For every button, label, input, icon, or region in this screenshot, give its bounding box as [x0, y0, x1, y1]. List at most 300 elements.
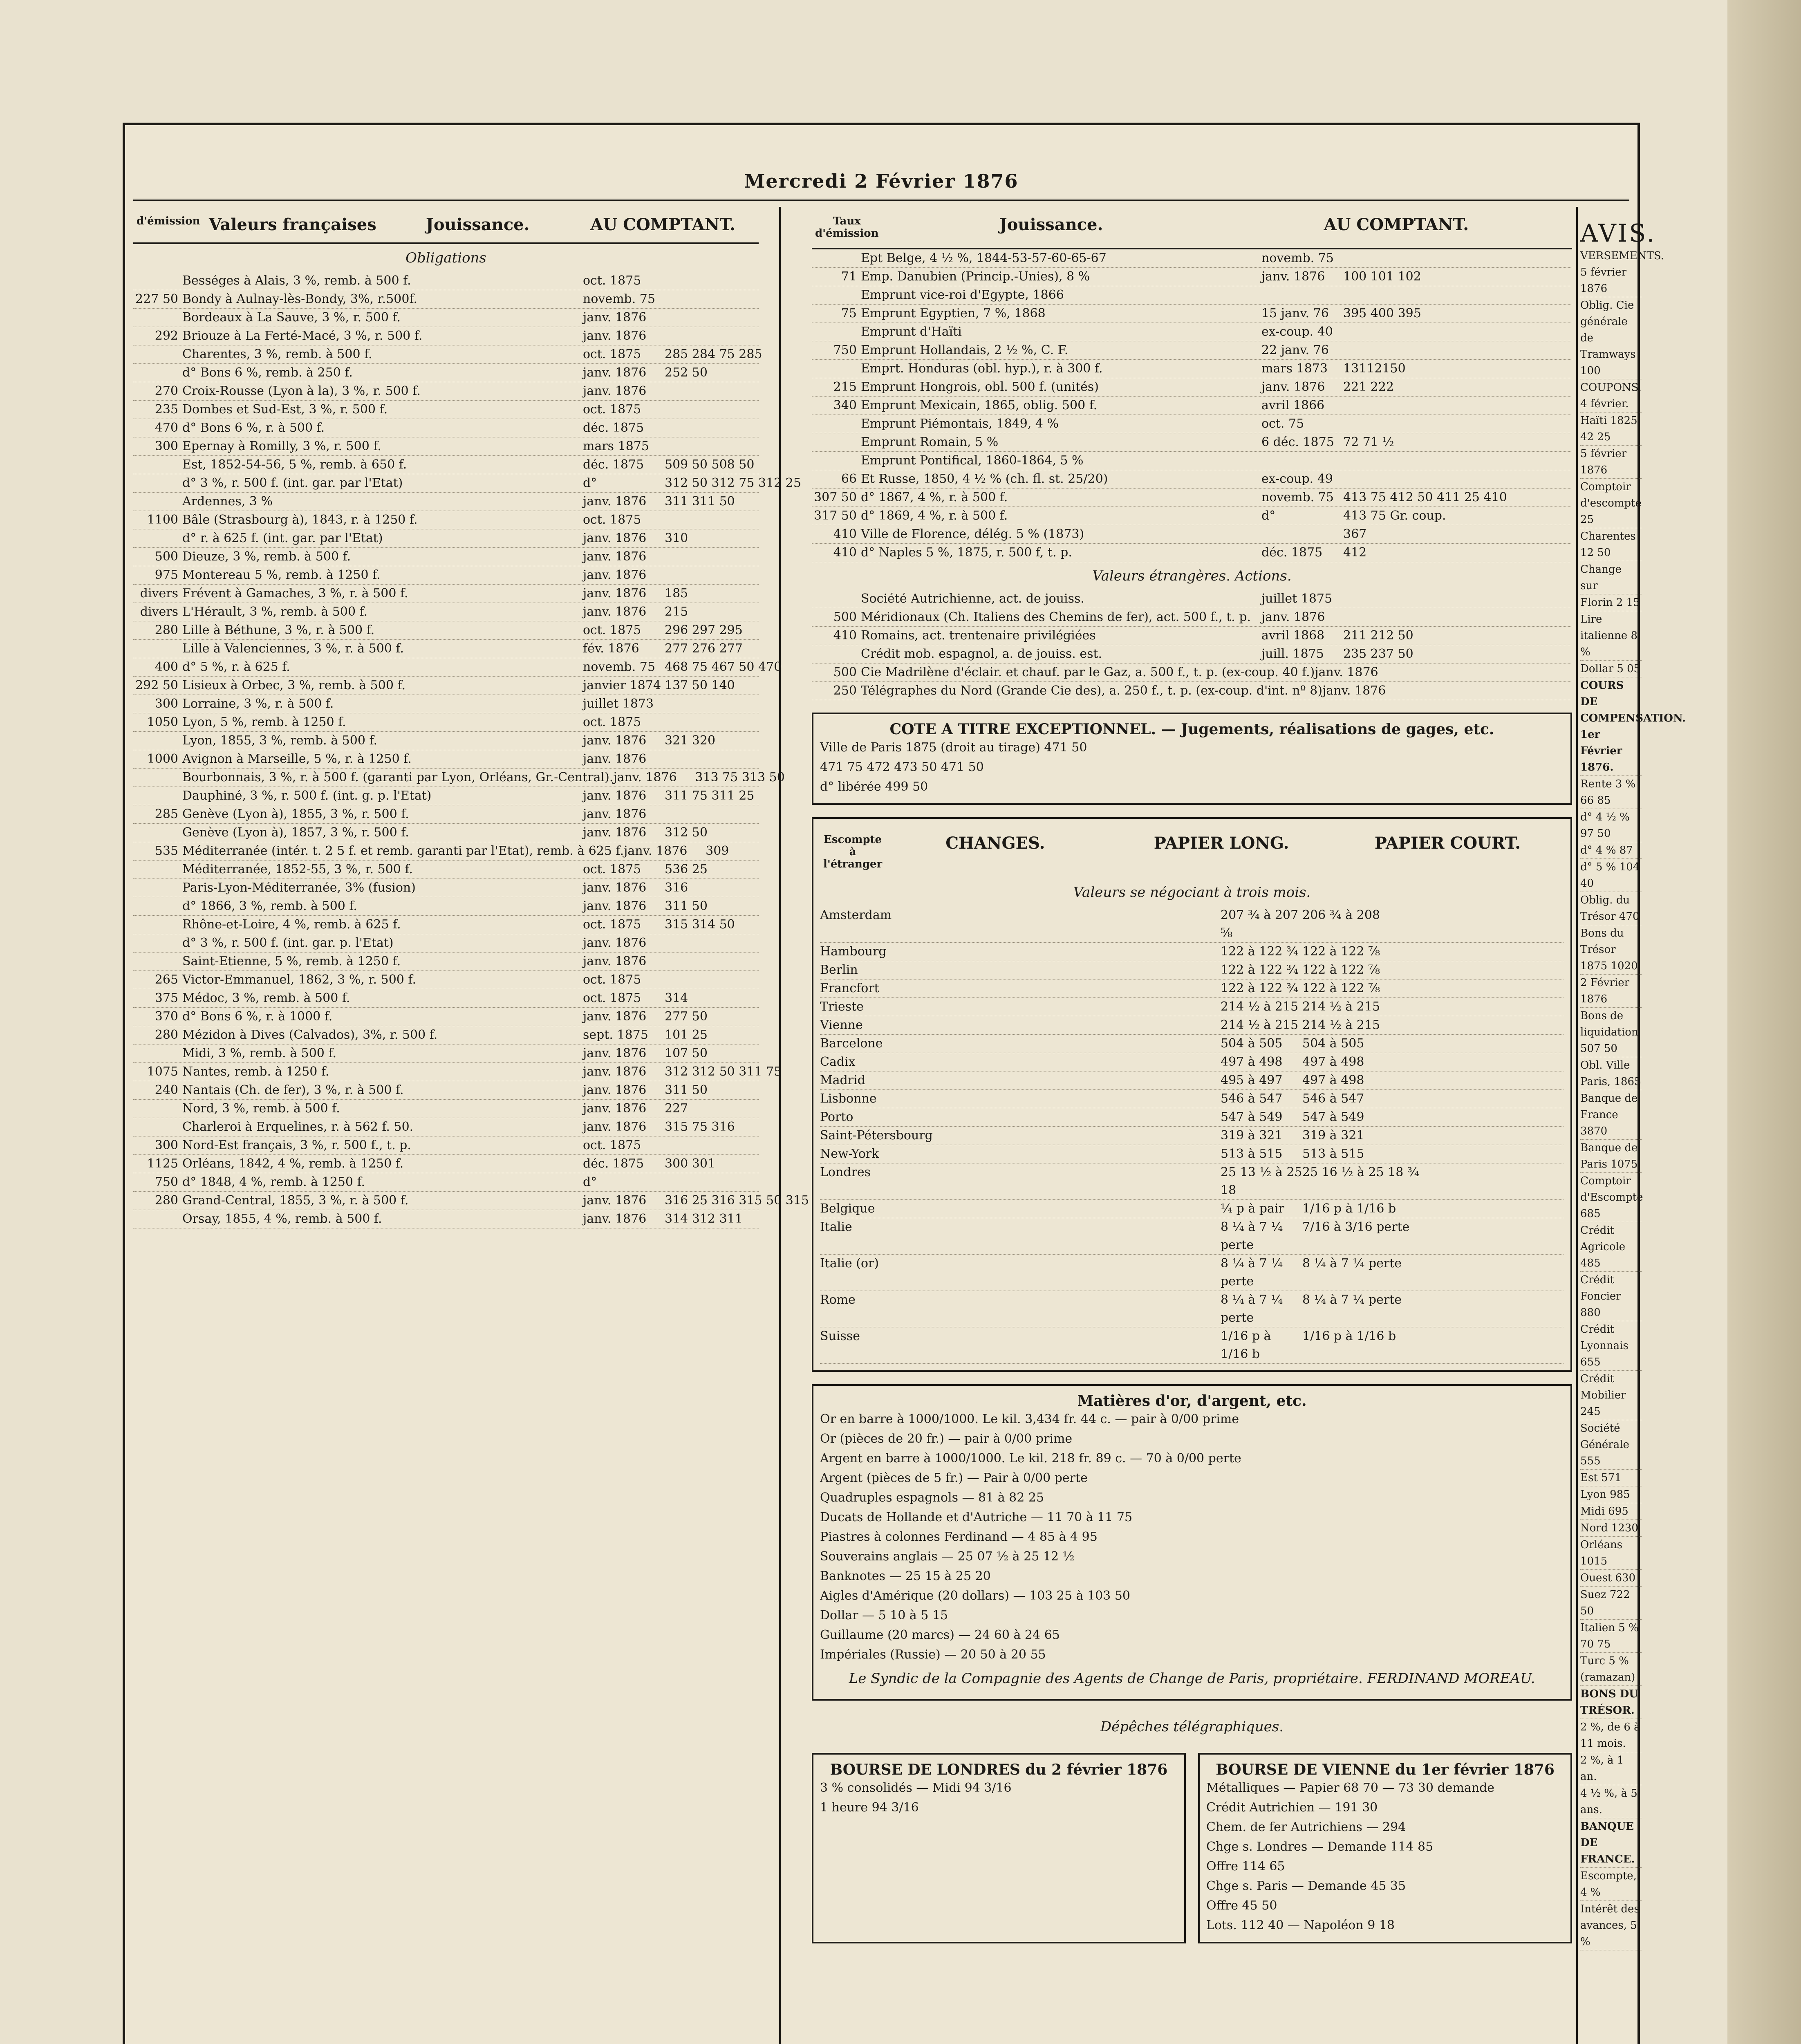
row-jouissance: janv. 1876 — [583, 586, 647, 601]
row-jouissance — [1261, 452, 1343, 470]
row-amount — [812, 286, 861, 304]
change-row — [820, 1071, 1564, 1090]
table-row — [133, 824, 759, 842]
avis-item — [1580, 297, 1642, 379]
row-security: Méridionaux (Ch. Italiens des Chemins de fer), act. 500 f., t. p. — [861, 610, 1251, 624]
table-row — [133, 989, 759, 1008]
side-label: Comptoir d'Escompte — [1580, 1175, 1643, 1204]
row-cours — [665, 309, 759, 327]
row-jouissance — [1261, 525, 1343, 543]
row-cours: 312 50 — [665, 825, 708, 840]
change-place: Porto — [820, 1110, 853, 1124]
row-amount — [812, 433, 861, 451]
bourses-row — [812, 1741, 1572, 1956]
banque-line: Intérêt des avances, 5 % — [1580, 1901, 1642, 1950]
vienne-title: BOURSE DE VIENNE du 1er février 1876 — [1216, 1761, 1555, 1778]
row-security: Nord, 3 %, remb. à 500 f. — [182, 1101, 340, 1116]
table-row — [812, 360, 1572, 378]
table-row — [812, 397, 1572, 415]
row-jouissance: janv. 1876 — [583, 954, 647, 968]
bons-tresor-list — [1580, 1719, 1642, 1818]
change-court: 214 ½ à 215 — [1302, 1000, 1380, 1014]
table-row — [133, 401, 759, 419]
table-row — [133, 1026, 759, 1044]
row-cours: 310 — [665, 531, 688, 545]
row-security: Emprt. Honduras (obl. hyp.), r. à 300 f. — [861, 361, 1103, 376]
row-jouissance: sept. 1875 — [583, 1028, 648, 1042]
row-jouissance: juill. 1875 — [1261, 647, 1324, 661]
avis-item — [1580, 661, 1642, 677]
table-row — [812, 305, 1572, 323]
change-place: Cadix — [820, 1055, 856, 1069]
row-jouissance: janv. 1876 — [583, 881, 647, 895]
bons-line: 2 %, à 1 an. — [1580, 1752, 1642, 1785]
row-cours: 252 50 — [665, 365, 708, 380]
header-comptant: AU COMPTANT. — [590, 215, 735, 234]
change-long: 8 ¼ à 7 ¼ perte — [1221, 1256, 1283, 1289]
side-value: 1075 — [1611, 1158, 1638, 1170]
row-cours: 311 311 50 — [665, 494, 735, 509]
row-cours: 313 75 313 50 — [695, 770, 785, 784]
cote-line: d° libérée 499 50 — [820, 780, 928, 794]
row-security: Lille à Béthune, 3 %, r. à 500 f. — [182, 623, 375, 637]
banque-france-list — [1580, 1868, 1642, 1950]
change-place: Belgique — [820, 1201, 875, 1216]
avis-list — [1580, 297, 1642, 677]
row-security: d° Bons 6 %, r. à 1000 f. — [182, 1009, 333, 1024]
change-place: Madrid — [820, 1073, 865, 1087]
row-cours: 101 25 — [665, 1028, 708, 1042]
row-cours — [665, 713, 759, 731]
change-long: 319 à 321 — [1221, 1128, 1283, 1143]
row-jouissance: novemb. 75 — [583, 292, 655, 306]
row-security: Epernay à Romilly, 3 %, r. 500 f. — [182, 439, 381, 453]
change-court: 122 à 122 ⅞ — [1302, 944, 1380, 959]
row-security: Emprunt Pontifical, 1860-1864, 5 % — [861, 453, 1084, 468]
table-row — [812, 378, 1572, 397]
row-security: Midi, 3 %, remb. à 500 f. — [182, 1046, 336, 1060]
table-row — [133, 456, 759, 474]
row-jouissance: mars 1875 — [583, 439, 649, 453]
change-court: 25 16 ½ à 25 18 ¾ — [1302, 1165, 1419, 1179]
row-jouissance: janv. 1876 — [583, 1046, 647, 1060]
row-security: Bességes à Alais, 3 %, remb. à 500 f. — [182, 273, 411, 288]
row-jouissance: oct. 1875 — [583, 402, 641, 417]
table-row — [133, 1008, 759, 1026]
change-long: 547 à 549 — [1221, 1110, 1283, 1124]
compensation-item — [1580, 776, 1642, 809]
matiere-line: Impériales (Russie) — 20 50 à 20 55 — [820, 1647, 1046, 1662]
row-amount — [133, 897, 182, 915]
avis-title: AVIS. — [1580, 219, 1656, 248]
row-jouissance: oct. 1875 — [583, 623, 641, 637]
matiere-line: Ducats de Hollande et d'Autriche — 11 70 à 11 75 — [820, 1510, 1133, 1524]
bons-tresor-title: BONS DU TRÉSOR. — [1580, 1686, 1642, 1719]
vienne-line: Métalliques — Papier 68 70 — 73 30 demande — [1206, 1781, 1495, 1795]
row-security: Emprunt Hongrois, obl. 500 f. (unités) — [861, 380, 1099, 394]
row-security: d° 3 %, r. 500 f. (int. gar. p. l'Etat) — [182, 936, 394, 950]
side-value: 695 — [1608, 1505, 1629, 1517]
change-long: 207 ¾ à 207 ⅝ — [1221, 908, 1299, 940]
row-cours: 211 212 50 — [1343, 628, 1413, 643]
side-label: Charentes — [1580, 530, 1636, 542]
londres-title: BOURSE DE LONDRES du 2 février 1876 — [830, 1761, 1168, 1778]
row-cours: 311 50 — [665, 1083, 708, 1097]
compensation-item — [1580, 1653, 1642, 1686]
cote-exceptionnel-box — [812, 713, 1572, 805]
header-jouissance: Jouissance. — [999, 215, 1103, 234]
row-cours: 100 101 102 — [1343, 269, 1421, 284]
row-jouissance: janv. 1876 — [583, 1065, 647, 1079]
changes-table — [820, 906, 1564, 1364]
change-long: 122 à 122 ¾ — [1221, 981, 1299, 995]
row-amount: 410 — [833, 545, 857, 560]
side-label: Crédit Foncier — [1580, 1274, 1621, 1302]
table-row — [812, 452, 1572, 470]
column-valeurs-francaises — [133, 207, 809, 2044]
row-cours — [665, 437, 759, 455]
compensation-item — [1580, 892, 1642, 925]
change-row — [820, 1016, 1564, 1035]
row-cours: 227 — [665, 1101, 688, 1116]
row-amount — [133, 934, 182, 952]
row-jouissance: janv. 1876 — [583, 1212, 647, 1226]
table-row — [133, 290, 759, 309]
row-amount — [133, 640, 182, 658]
table-row — [133, 621, 759, 640]
table-row — [133, 1081, 759, 1100]
cote-line: 471 75 472 473 50 471 50 — [820, 760, 984, 774]
change-long: 497 à 498 — [1221, 1055, 1283, 1069]
table-row — [133, 861, 759, 879]
table-row — [133, 805, 759, 824]
compensation-item — [1580, 925, 1642, 975]
change-row — [820, 1255, 1564, 1291]
row-jouissance: novemb. 75 — [1261, 490, 1334, 504]
row-security: Méditerranée, 1852-55, 3 %, r. 500 f. — [182, 862, 413, 876]
row-jouissance: oct. 1875 — [583, 1138, 641, 1152]
row-jouissance: janv. 1876 — [583, 752, 647, 766]
side-value: 8 % — [1580, 630, 1637, 658]
side-value: 42 25 — [1580, 431, 1611, 443]
row-cours — [665, 971, 759, 989]
row-security: d° 1867, 4 %, r. à 500 f. — [861, 490, 1008, 504]
change-court: 7/16 à 3/16 perte — [1302, 1220, 1410, 1234]
row-cours — [665, 382, 759, 400]
row-amount: 280 — [155, 1028, 178, 1042]
row-cours: 215 — [665, 605, 688, 619]
matiere-line: Or (pièces de 20 fr.) — pair à 0/00 prime — [820, 1432, 1073, 1446]
row-amount: 1100 — [147, 513, 178, 527]
row-jouissance: janv. 1876 — [583, 825, 647, 840]
section-foreign-actions: Valeurs étrangères. Actions. — [1092, 568, 1292, 584]
table-row — [133, 493, 759, 511]
row-amount: 500 — [833, 665, 857, 679]
row-security: Est, 1852-54-56, 5 %, remb. à 650 f. — [182, 457, 407, 472]
row-jouissance: janv. 1876 — [583, 1009, 647, 1024]
row-security: Société Autrichienne, act. de jouiss. — [861, 592, 1084, 606]
avis-item — [1580, 561, 1642, 594]
change-row — [820, 1053, 1564, 1071]
row-amount: 500 — [833, 610, 857, 624]
column-header — [133, 207, 759, 244]
change-place: Berlin — [820, 963, 858, 977]
row-cours: 296 297 295 — [665, 623, 743, 637]
row-security: Ardennes, 3 % — [182, 494, 273, 509]
compensation-item — [1580, 1420, 1642, 1470]
matiere-line: Argent en barre à 1000/1000. Le kil. 218 fr. 89 c. — 70 à 0/00 perte — [820, 1451, 1241, 1466]
table-row — [133, 769, 785, 787]
row-cours — [665, 290, 759, 308]
row-cours: 395 400 395 — [1343, 306, 1421, 320]
side-value: 87 — [1619, 844, 1633, 856]
row-security: Dombes et Sud-Est, 3 %, r. 500 f. — [182, 402, 388, 417]
change-long: 122 à 122 ¾ — [1221, 963, 1299, 977]
table-row — [133, 1044, 759, 1063]
row-cours — [1396, 663, 1572, 681]
side-label: Crédit Mobilier — [1580, 1373, 1626, 1401]
row-security: Briouze à La Ferté-Macé, 3 %, r. 500 f. — [182, 329, 423, 343]
row-security: d° 1848, 4 %, remb. à 1250 f. — [182, 1175, 365, 1189]
row-security: Emprunt Egyptien, 7 %, 1868 — [861, 306, 1046, 320]
row-amount — [812, 645, 861, 663]
change-row — [820, 906, 1564, 943]
change-long: 214 ½ à 215 — [1221, 1000, 1299, 1014]
header-rule — [133, 199, 1629, 201]
row-jouissance: janv. 1876 — [583, 733, 647, 748]
side-label: Oblig. du Trésor — [1580, 894, 1630, 923]
table-row — [133, 1173, 759, 1192]
table-row — [133, 1100, 759, 1118]
side-label: d° 4 ½ % — [1580, 811, 1630, 823]
side-value: 507 50 — [1580, 1042, 1617, 1055]
row-cours: 285 284 75 285 — [665, 347, 762, 361]
row-cours: 311 50 — [665, 899, 708, 913]
side-label: Italien 5 % — [1580, 1622, 1639, 1634]
row-amount: 250 — [833, 684, 857, 698]
change-place: Italie (or) — [820, 1256, 879, 1271]
side-value: 555 — [1580, 1455, 1601, 1467]
side-label: Comptoir d'escompte — [1580, 481, 1642, 509]
row-amount: 292 — [155, 329, 178, 343]
row-security: Lorraine, 3 %, r. à 500 f. — [182, 697, 334, 711]
row-jouissance: oct. 1875 — [583, 991, 641, 1005]
change-court: 206 ¾ à 208 — [1302, 908, 1380, 922]
table-row — [133, 787, 759, 805]
table-row — [133, 548, 759, 566]
row-jouissance: janv. 1876 — [583, 1083, 647, 1097]
change-long: 546 à 547 — [1221, 1091, 1283, 1106]
table-row — [133, 842, 759, 861]
row-security: Rhône-et-Loire, 4 %, remb. à 625 f. — [182, 917, 401, 932]
row-jouissance: fév. 1876 — [583, 641, 639, 656]
table-row — [133, 953, 759, 971]
row-cours — [665, 401, 759, 419]
table-row — [133, 934, 759, 953]
table-row — [812, 507, 1572, 525]
table-row — [812, 433, 1572, 452]
row-jouissance: déc. 1875 — [583, 457, 644, 472]
side-label: Florin — [1580, 596, 1613, 609]
row-jouissance: janv. 1876 — [583, 310, 647, 325]
changes-papier-court: PAPIER COURT. — [1374, 834, 1521, 853]
row-security: Bâle (Strasbourg à), 1843, r. à 1250 f. — [182, 513, 418, 527]
row-cours: 277 50 — [665, 1009, 708, 1024]
row-security: Lisieux à Orbec, 3 %, remb. à 500 f. — [182, 678, 406, 693]
bourse-vienne — [1198, 1753, 1572, 1943]
vienne-line: Lots. 112 40 — Napoléon 9 18 — [1206, 1918, 1395, 1932]
matiere-line: Dollar — 5 10 à 5 15 — [820, 1608, 948, 1623]
side-label: Orléans — [1580, 1539, 1623, 1551]
row-cours — [1343, 452, 1572, 470]
row-cours: 300 301 — [665, 1156, 716, 1171]
row-jouissance: avril 1868 — [1261, 628, 1325, 643]
row-security: Et Russe, 1850, 4 ½ % (ch. fl. st. 25/20) — [861, 472, 1108, 486]
compensation-item — [1580, 1470, 1642, 1486]
change-row — [820, 1127, 1564, 1145]
side-value: 2 15 — [1616, 596, 1640, 609]
row-amount: 470 — [155, 421, 178, 435]
row-security: d° Bons 6 %, r. à 500 f. — [182, 421, 325, 435]
row-amount — [812, 360, 861, 378]
side-value: 245 — [1580, 1405, 1601, 1418]
row-security: Lille à Valenciennes, 3 %, r. à 500 f. — [182, 641, 404, 656]
depeches-title: Dépêches télégraphiques. — [1100, 1719, 1284, 1735]
table-row — [133, 897, 759, 916]
row-security: Montereau 5 %, remb. à 1250 f. — [182, 568, 381, 582]
row-security: Nord-Est français, 3 %, r. 500 f., t. p. — [182, 1138, 411, 1152]
row-jouissance: novemb. 75 — [583, 660, 655, 674]
row-cours — [665, 548, 759, 566]
table-row — [812, 627, 1572, 645]
side-value: 630 — [1615, 1572, 1636, 1584]
compensation-item — [1580, 1272, 1642, 1321]
compensation-item — [1580, 809, 1642, 842]
row-amount — [133, 529, 182, 547]
row-security: Médoc, 3 %, remb. à 500 f. — [182, 991, 350, 1005]
side-value: 100 — [1580, 365, 1601, 377]
row-cours — [1343, 323, 1572, 341]
row-cours: 321 320 — [665, 733, 716, 748]
vienne-line: Chem. de fer Autrichiens — 294 — [1206, 1820, 1406, 1834]
avis-item — [1580, 528, 1642, 561]
side-label: Haïti 1825 — [1580, 415, 1637, 427]
avis-item — [1580, 611, 1642, 661]
side-label: d° 4 % — [1580, 844, 1616, 856]
side-label: 5 février 1876 — [1580, 448, 1627, 476]
row-amount: 227 50 — [135, 292, 178, 306]
londres-line: 3 % consolidés — Midi 94 3/16 — [820, 1781, 1012, 1795]
row-security: Cie Madrilène d'éclair. et chauf. par le Gaz, a. 500 f., t. p. (ex-coup. 40 f.) — [861, 665, 1315, 679]
row-security: Charentes, 3 %, remb. à 500 f. — [182, 347, 372, 361]
side-label: Lyon — [1580, 1488, 1606, 1501]
row-amount: 400 — [155, 660, 178, 674]
row-amount: 280 — [155, 623, 178, 637]
change-court: 122 à 122 ⅞ — [1302, 981, 1380, 995]
side-label: Bons de liquidation — [1580, 1010, 1638, 1038]
row-amount: 215 — [833, 380, 857, 394]
row-cours: 413 75 412 50 411 25 410 — [1343, 490, 1507, 504]
row-jouissance: janv. 1876 — [583, 1193, 647, 1208]
row-security: Crédit mob. espagnol, a. de jouiss. est. — [861, 647, 1102, 661]
compensation-item — [1580, 975, 1642, 1008]
row-cours — [1343, 415, 1572, 433]
row-cours: 185 — [665, 586, 688, 601]
row-security: L'Hérault, 3 %, remb. à 500 f. — [182, 605, 368, 619]
compensation-title: COURS DE COMPENSATION. 1er Février 1876. — [1580, 677, 1642, 776]
change-row — [820, 1327, 1564, 1364]
row-security: Lyon, 1855, 3 %, remb. à 500 f. — [182, 733, 378, 748]
side-value: 880 — [1580, 1307, 1601, 1319]
matieres-list — [820, 1410, 1564, 1665]
table-row — [812, 608, 1572, 627]
row-security: Lyon, 5 %, remb. à 1250 f. — [182, 715, 346, 729]
row-jouissance: oct. 1875 — [583, 973, 641, 987]
row-jouissance: janv. 1876 — [583, 494, 647, 509]
table-row — [133, 474, 801, 493]
table-row — [133, 309, 759, 327]
change-court: 513 à 515 — [1302, 1147, 1364, 1161]
row-security: Victor-Emmanuel, 1862, 3 %, r. 500 f. — [182, 973, 416, 987]
matiere-line: Banknotes — 25 15 à 25 20 — [820, 1569, 991, 1583]
row-amount: 1075 — [147, 1065, 178, 1079]
row-jouissance: oct. 1875 — [583, 273, 641, 288]
row-jouissance: janv. 1876 — [583, 384, 647, 398]
side-label: Dollar — [1580, 663, 1614, 675]
change-place: Trieste — [820, 1000, 864, 1014]
change-place: Suisse — [820, 1329, 860, 1343]
row-cours: 72 71 ½ — [1343, 435, 1394, 449]
cote-line: Ville de Paris 1875 (droit au tirage) 471 50 — [820, 740, 1087, 755]
row-cours: 137 50 140 — [665, 678, 735, 693]
row-jouissance: janv. 1876 — [583, 936, 647, 950]
row-cours: 107 50 — [665, 1046, 708, 1060]
newspaper-page — [123, 123, 1686, 2044]
row-cours — [665, 419, 759, 437]
row-amount — [812, 415, 861, 433]
row-amount: 410 — [833, 527, 857, 541]
bons-line: 2 %, de 6 à 11 mois. — [1580, 1719, 1642, 1752]
row-jouissance: novemb. 75 — [1261, 251, 1334, 265]
change-place: Hambourg — [820, 944, 887, 959]
avis-item — [1580, 446, 1642, 479]
table-row — [133, 879, 759, 897]
table-row — [133, 695, 759, 713]
foreign-loans-table — [812, 249, 1572, 562]
side-label: Lire italienne — [1580, 613, 1628, 642]
table-row — [133, 732, 759, 750]
row-security: Avignon à Marseille, 5 %, r. à 1250 f. — [182, 752, 412, 766]
table-row — [812, 249, 1572, 268]
row-amount — [133, 916, 182, 934]
row-amount: 1000 — [147, 752, 178, 766]
row-amount: 1125 — [147, 1156, 178, 1171]
row-security: d° 3 %, r. 500 f. (int. gar. par l'Etat) — [182, 476, 403, 490]
header-taux: Taux d'émission — [815, 215, 879, 240]
table-row — [133, 677, 759, 695]
side-label: Banque de France — [1580, 1092, 1638, 1121]
side-label: Midi — [1580, 1505, 1605, 1517]
table-row — [133, 566, 759, 585]
change-place: Francfort — [820, 981, 879, 995]
side-value: 104 40 — [1580, 861, 1640, 890]
row-jouissance: janv. 1876 — [583, 1101, 647, 1116]
change-court: 8 ¼ à 7 ¼ perte — [1302, 1256, 1402, 1271]
table-row — [133, 1155, 759, 1173]
row-cours — [665, 953, 759, 970]
matiere-line: Or en barre à 1000/1000. Le kil. 3,434 fr. 44 c. — pair à 0/00 prime — [820, 1412, 1239, 1426]
row-security: Emprunt Piémontais, 1849, 4 % — [861, 417, 1059, 431]
